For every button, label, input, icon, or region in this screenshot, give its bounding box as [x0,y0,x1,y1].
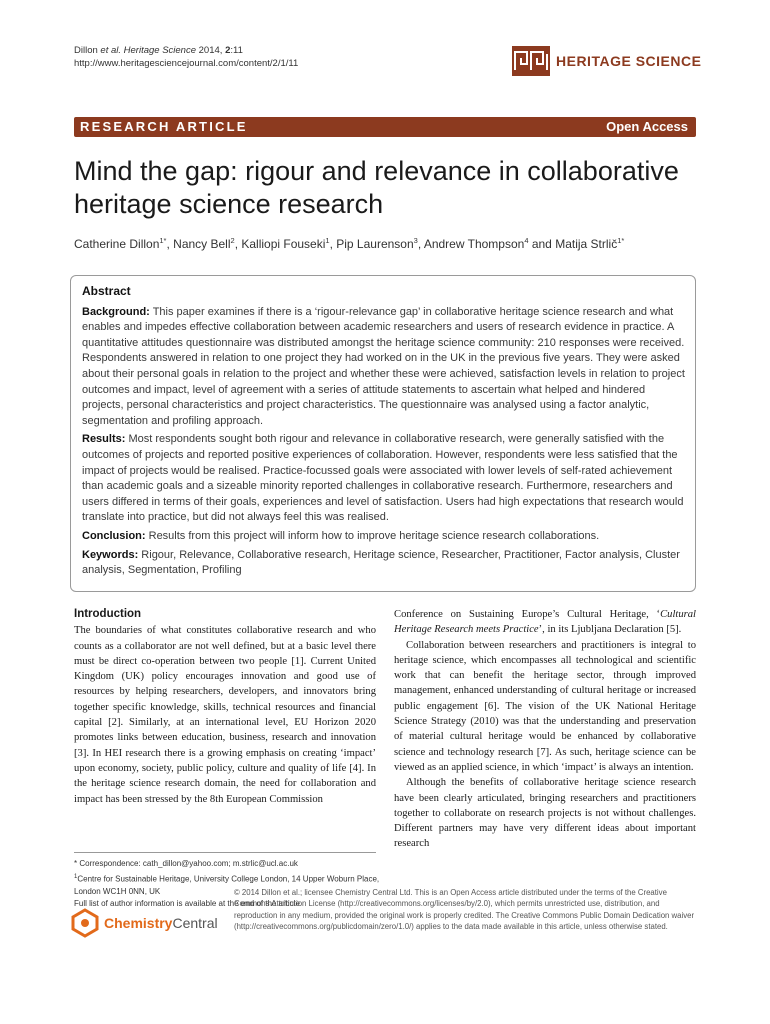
author-name: Catherine Dillon [74,237,160,251]
keywords-label: Keywords: [82,548,139,561]
full-list-note: Full list of author information is available at the end of the article [74,899,300,909]
publisher-logo [70,908,218,938]
author-name: Kalliopi Fouseki [241,237,326,251]
greek-key-icon [512,46,550,76]
author-affiliation-sup: 2 [230,236,235,245]
author-separator: , [166,237,174,251]
publisher-hexagon-icon [70,908,100,938]
body-right-column [394,607,696,852]
author-affiliation-sup: 1* [159,236,167,245]
correspondence: * Correspondence: cath_dillon@yahoo.com; m.strlic@ucl.ac.uk [74,859,298,868]
introduction-heading: Introduction [74,608,142,620]
abstract-background [82,305,686,430]
author-separator: , [234,237,242,251]
citation-authors: Dillon [74,45,101,56]
article-title: Mind the gap: rigour and relevance in collaborative heritage science research [74,156,679,219]
keywords [82,548,686,579]
results-text: Most respondents sought both rigour and relevance in collaborative research, were generally satisfied with the outcomes of projects and reported positive experiences of collaboration. However, respondents were less satisfied that the impact of projects would be realised. Practice-focussed goals were associated with lower levels of self-rated achievement than academic goals and a sizeable minority reported challenges in collaborative research. Furthermore, researchers and users differed in terms of their goals, experiences and level of satisfaction. Users had high expectations that research would translate into practice, but did not always feel this was realised. [82,433,684,524]
publisher-name [104,915,218,931]
background-label: Background: [82,305,150,318]
license-text: © 2014 Dillon et al.; licensee Chemistry Central Ltd. This is an Open Access article distributed under the terms of the Creative Commons Attribution License (http://creativecommons.org/licenses/by/2.0), which permits unrestricted use, distribution, and reproduction in any medium, provided the original work is properly credited. The Creative Commons Public Domain Dedication waiver (http://creativecommons.org/publicdomain/zero/1.0/) applies to the data made available in this article, unless otherwise stated. [234,888,695,932]
keywords-text: Rigour, Relevance, Collaborative research, Heritage science, Researcher, Practitioner, Factor analysis, Cluster analysis, Segmentation, Profiling [82,548,680,577]
right-p0-b: ’, in its Ljubljana Declaration [5]. [538,624,682,636]
author-name: Matija Strlič [555,237,618,251]
article-url[interactable]: http://www.heritagesciencejournal.com/content/2/1/11 [74,58,299,69]
author-list [74,233,624,252]
abstract [82,284,686,579]
article-type-label: RESEARCH ARTICLE [80,119,248,134]
author-name: Pip Laurenson [336,237,414,251]
body-left-column [74,607,376,807]
background-text: This paper examines if there is a ‘rigour-relevance gap’ in collaborative heritage science research and what enables and impedes effective collaboration between academic researchers and users of research evidence in practice. A quantitative attitudes questionnaire was distributed amongst the heritage science community: 210 responses were received. Respondents answered in relation to one project they had worked on in the UK in the previous five years. They were asked about their personal goals in relation to the project and whether these were achieved, satisfaction levels in relation to project outcomes and impact, level of agreement with a series of attitude statements to ascertain what helped and hindered projects, personal characteristics and project characteristics. The questionnaire was analysed using a factor analytic, segmentation and profiling approach. [82,305,685,427]
right-paragraph-0 [394,607,696,638]
author-separator: , [417,237,424,251]
author-separator: and [528,237,556,251]
citation-etal: et al. [100,45,122,56]
conclusion-text: Results from this project will inform how to improve heritage science research collaborations. [145,529,600,542]
intro-paragraph-1: The boundaries of what constitutes collaborative research and who counts as a collaborator are not well defined, but at a basic level there must be direct co-operation between two people [1]. Current United Kingdom (UK) policy encourages innovation and good use of resources by helping researchers, developers, and innovators bring together specific knowledge, skills, technical resources and financial capital [2]. Similarly, at an international level, EU Horizon 2020 promotes links between education, business, research and innovation [3]. In HEI research there is a growing emphasis on creating ‘impact’ upon economy, society, public policy, culture and quality of life [4]. In the heritage science research domain, the need for collaboration and impact has been stressed by the 8th European Commission [74,625,376,805]
right-paragraph-2: Although the benefits of collaborative heritage science research have been clearly articulated, bringing researchers and practitioners together to collaborate on research projects is not without challenges. Different partners may have very different ideas about important research [394,777,696,850]
author-name: Nancy Bell [173,237,231,251]
citation-journal: Heritage Science [121,45,196,56]
author-name: Andrew Thompson [423,237,525,251]
footnote-divider [74,852,376,853]
citation-volume: 2 [225,45,231,56]
abstract-heading: Abstract [82,284,131,298]
right-p0-italic: Cultural Heritage Research meets Practice [394,609,696,636]
conclusion-label: Conclusion: [82,529,146,542]
citation-year: 2014, [196,45,226,56]
author-separator: , [329,237,337,251]
abstract-conclusion [82,529,686,545]
citation-line [74,44,298,57]
publisher-word1: Chemistry [104,915,173,931]
journal-logo [512,46,701,76]
open-access-label: Open Access [606,119,688,134]
author-affiliation-sup: 3 [413,236,418,245]
author-affiliation-sup: 4 [524,236,529,245]
affiliation-text: Centre for Sustainable Heritage, University College London, 14 Upper Woburn Place, London WC1H 0NN, UK [74,874,380,896]
citation-article: :11 [230,45,243,56]
author-affiliation-sup: 1 [325,236,330,245]
publisher-word2: Central [172,915,218,931]
right-p0-a: Conference on Sustaining Europe’s Cultural Heritage, ‘ [394,609,661,620]
journal-logo-text: HERITAGE SCIENCE [556,53,702,69]
right-paragraph-1: Collaboration between researchers and practitioners is integral to heritage science, which encompasses all technological and scientific work that can benefit the heritage sector, through improved management, enhanced understanding of cultural heritage or increased public engagement [6]. The vision of the UK National Heritage Science Strategy (2010) was that the understanding and preservation of material cultural heritage would be enhanced by collaborative science and technology research [7]. As such, heritage science can be viewed as an applied science, in which ‘impact’ is always an intention. [394,639,696,773]
author-affiliation-sup: 1* [617,236,625,245]
affiliation-sup: 1 [74,873,78,880]
abstract-results [82,432,686,526]
results-label: Results: [82,433,126,446]
citation [74,44,298,70]
